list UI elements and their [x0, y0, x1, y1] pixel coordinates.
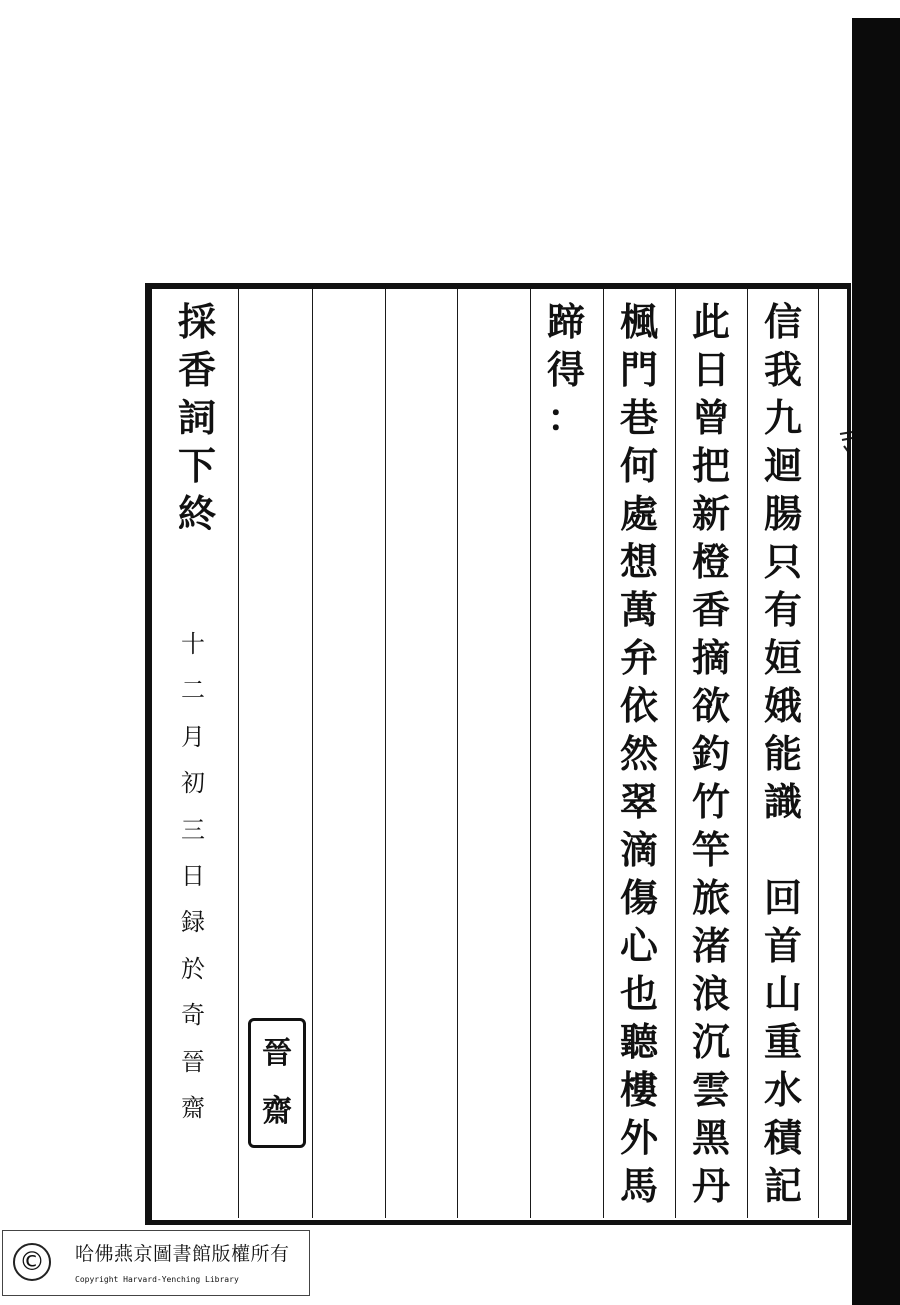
column-char: 水 [763, 1067, 802, 1112]
text-column-4 [543, 299, 589, 447]
column-divider [312, 289, 313, 1218]
text-column-1 [760, 299, 806, 1215]
column-char: 竿 [691, 827, 730, 872]
column-char: 識 [763, 779, 802, 824]
column-divider [747, 289, 748, 1218]
column-char: 香 [691, 587, 730, 632]
column-char: 九 [763, 395, 802, 440]
column-char: 重 [763, 1019, 802, 1064]
column-char: 採 [177, 299, 216, 344]
column-char: 弁 [619, 635, 658, 680]
column-divider [530, 289, 531, 1218]
copyright-text-en: Copyright Harvard-Yenching Library [75, 1275, 239, 1284]
juan-end-title [174, 299, 220, 543]
column-char: 欲 [691, 683, 730, 728]
column-char: 把 [691, 443, 730, 488]
column-divider [238, 289, 239, 1218]
column-char: 巷 [619, 395, 658, 440]
column-divider [675, 289, 676, 1218]
seal-char: 晉 [262, 1036, 292, 1071]
column-char: 竹 [691, 779, 730, 824]
column-char: 録 [181, 908, 205, 937]
column-divider [385, 289, 386, 1218]
column-char: 記 [763, 1163, 802, 1208]
column-char: 釣 [691, 731, 730, 776]
column-char: 此 [691, 299, 730, 344]
column-char: 然 [619, 731, 658, 776]
column-char: 楓 [619, 299, 658, 344]
column-char: 何 [619, 443, 658, 488]
column-char: 二 [181, 676, 205, 705]
column-char: 下 [177, 443, 216, 488]
column-char: 詞 [177, 395, 216, 440]
column-char: 信 [763, 299, 802, 344]
copyright-text-cn: 哈佛燕京圖書館版權所有 [75, 1243, 290, 1265]
column-char: 迴 [763, 443, 802, 488]
column-char: 晉 [181, 1047, 205, 1076]
column-char: 浪 [691, 971, 730, 1016]
column-char: 依 [619, 683, 658, 728]
column-char: 滴 [619, 827, 658, 872]
column-char: 也 [619, 971, 658, 1016]
column-char: 馬 [619, 1163, 658, 1208]
column-char: 三 [181, 815, 205, 844]
copyright-notice [2, 1230, 310, 1296]
column-char: 得 [546, 347, 585, 392]
column-char: 傷 [619, 875, 658, 920]
column-char: 翠 [619, 779, 658, 824]
text-column-2 [688, 299, 734, 1215]
column-char: 有 [763, 587, 802, 632]
column-char: 腸 [763, 491, 802, 536]
column-char: 終 [177, 491, 216, 536]
column-char: 姮 [763, 635, 802, 680]
column-char: 蹄 [546, 299, 585, 344]
column-char: 橙 [691, 539, 730, 584]
column-char: 月 [181, 722, 205, 751]
column-char: 我 [763, 347, 802, 392]
column-char: 樓 [619, 1067, 658, 1112]
column-char: 處 [619, 491, 658, 536]
column-char: 門 [619, 347, 658, 392]
column-char: 沉 [691, 1019, 730, 1064]
column-char: 初 [181, 769, 205, 798]
book-edge [852, 18, 900, 1305]
column-char: 渚 [691, 923, 730, 968]
column-char: 日 [691, 347, 730, 392]
column-char: 摘 [691, 635, 730, 680]
column-char: 齋 [181, 1093, 205, 1122]
column-char: 旅 [691, 875, 730, 920]
column-char [760, 831, 806, 879]
column-char: 山 [763, 971, 802, 1016]
column-char: 心 [619, 923, 658, 968]
column-char: 能 [763, 731, 802, 776]
seal-stamp [248, 1018, 306, 1148]
column-char: 積 [763, 1115, 802, 1160]
column-char: 丹 [691, 1163, 730, 1208]
column-char: 首 [763, 923, 802, 968]
column-char: 回 [763, 875, 802, 920]
seal-char: 齋 [262, 1094, 292, 1129]
column-char: 黑 [691, 1115, 730, 1160]
column-char: 外 [619, 1115, 658, 1160]
column-char: 萬 [619, 587, 658, 632]
column-char: 聽 [619, 1019, 658, 1064]
column-char: 十 [181, 630, 205, 658]
copyright-icon: © [13, 1243, 51, 1281]
column-char: ： [546, 395, 585, 440]
column-char: 只 [763, 539, 802, 584]
column-divider [457, 289, 458, 1218]
column-char: 曾 [691, 395, 730, 440]
column-char: 日 [181, 861, 205, 890]
column-char: 想 [619, 539, 658, 584]
column-char: 娥 [763, 683, 802, 728]
date-colophon [178, 632, 208, 1142]
column-char: 香 [177, 347, 216, 392]
column-divider [603, 289, 604, 1218]
text-column-3 [616, 299, 662, 1215]
column-char: 奇 [181, 1001, 205, 1030]
column-divider [818, 289, 819, 1218]
column-char: 於 [181, 954, 205, 983]
column-char: 新 [691, 491, 730, 536]
column-char: 雲 [691, 1067, 730, 1112]
